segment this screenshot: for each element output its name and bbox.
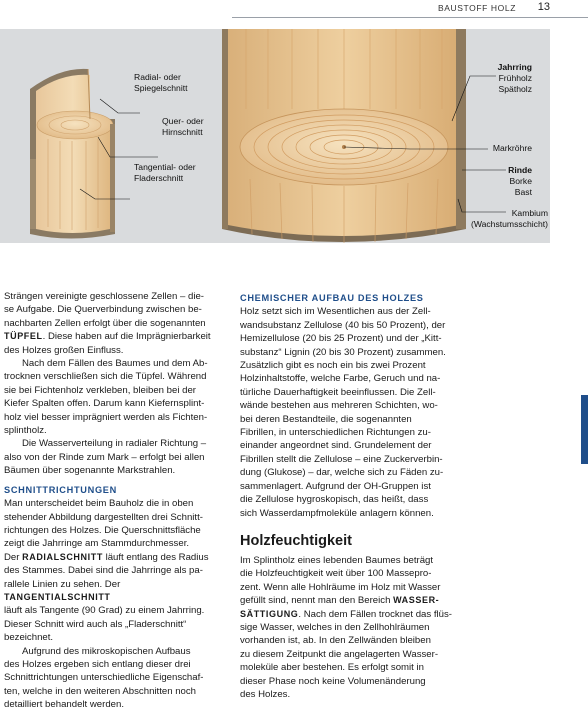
label-kambium-sub: (Wachstumsschicht) xyxy=(470,219,548,229)
text-fragment: . Nach dem Fällen trocknet das flüs- xyxy=(298,608,452,620)
text-line: Bäumen über sogenannte Markstrahlen. xyxy=(4,465,176,477)
text-line: Holz setzt sich im Wesentlichen aus der Zell- xyxy=(240,306,431,318)
text-line: Strängen vereinigte geschlossene Zellen – die- xyxy=(4,291,204,302)
text-line: dung (Glukose) – dar, welche sich zu Fäden zu- xyxy=(240,467,444,479)
label-cambium xyxy=(448,208,548,230)
text-line: Hemizellulose (20 bis 25 Prozent) und der „Kitt- xyxy=(240,333,442,345)
text-line: Fibrillen stellt die Zellulose – eine Zuckerverbin- xyxy=(240,453,443,465)
text-line: Kiefer Spalten offen. Darum kann Kiefernsplint- xyxy=(4,398,205,410)
label-radial-line1: Radial- oder xyxy=(134,72,181,82)
text-line: vorhanden ist, ab. In den Zellwänden bleiben xyxy=(240,635,431,647)
text-line: einander angeordnet sind. Grundelement der xyxy=(240,440,432,452)
text-line: des Stammes. Dabei sind die Jahrringe als pa- xyxy=(4,565,203,577)
text-line: sich Wasserdampfmoleküle anlagern können. xyxy=(240,507,434,519)
text-line: die Holzfeuchtigkeit weit über 100 Massepro- xyxy=(240,568,432,580)
text-line: Fibrillen, in unterschiedlichen Richtungen zu- xyxy=(240,427,431,439)
keyword-wassersaettigung-1: WASSER- xyxy=(393,595,440,606)
running-header-title: BAUSTOFF HOLZ xyxy=(437,3,516,13)
text-line: substanz“ Lignin (20 bis 30 Prozent) zusammen. xyxy=(240,346,446,358)
label-spaetholz: Spätholz xyxy=(498,84,532,94)
text-line xyxy=(4,578,226,605)
subheading-schnittrichtungen: SCHNITTRICHTUNGEN xyxy=(4,484,117,495)
text-line: zeigt die Jahrringe am Stammdurchmesser. xyxy=(4,538,190,550)
heading-holzfeuchtigkeit: Holzfeuchtigkeit xyxy=(240,532,352,549)
keyword-wassersaettigung-2: SÄTTIGUNG xyxy=(240,608,299,619)
text-line: stehender Abbildung dargestellten drei Schnitt- xyxy=(4,511,203,523)
text-line: sige Wasser, welches in den Zellhohlräumen xyxy=(240,621,430,633)
text-line: Aufgrund des mikroskopischen Aufbaus xyxy=(22,645,191,657)
text-fragment: . Diese haben auf die Imprägnierbarkeit xyxy=(42,331,211,343)
text-line: sie bei Fichtenholz verkleben, bleiben bei der xyxy=(4,384,196,396)
text-line: wände bestehen aus mehreren Schichten, wo- xyxy=(240,400,438,412)
text-line: bezeichnet. xyxy=(4,632,54,644)
keyword-radialschnitt: RADIALSCHNITT xyxy=(22,551,103,562)
text-line: Holzinhaltstoffe, welche Farbe, Geruch und na- xyxy=(240,373,441,385)
text-line: Nach dem Fällen des Baumes und dem Ab- xyxy=(22,358,208,370)
text-line xyxy=(4,551,226,564)
text-line: detailliert behandelt werden. xyxy=(4,699,125,711)
text-line: trocknen verschließen sich die Tüpfel. Während xyxy=(4,371,207,383)
text-line: Man unterscheidet beim Bauholz die in oben xyxy=(4,498,194,510)
label-bark xyxy=(452,165,532,198)
text-line: wandsubstanz Zellulose (40 bis 50 Prozent), der xyxy=(240,319,446,331)
text-line: des Holzes ergeben sich entlang dieser drei xyxy=(4,658,191,670)
label-cross-cut xyxy=(162,116,232,138)
text-line: dieser Phase noch keine Volumenänderung xyxy=(240,675,426,687)
text-line: sammenlagert. Aufgrund der OH-Gruppen ist xyxy=(240,480,431,492)
keyword-tangentialschnitt: TANGENTIALSCHNITT xyxy=(4,591,111,602)
text-line: richtungen des Holzes. Die Querschnittsfläche xyxy=(4,524,201,536)
label-radial-cut xyxy=(134,72,224,94)
text-line: türliche Dauerhaftigkeit beeinflussen. Die Zell- xyxy=(240,386,436,398)
wood-cross-section-figure xyxy=(0,29,550,243)
label-bast: Bast xyxy=(514,187,532,197)
text-line: zent. Wenn alle Hohlräume im Holz mit Wasser xyxy=(240,581,441,593)
label-annual-ring xyxy=(452,62,532,95)
page-number: 13 xyxy=(537,1,550,13)
text-line: des Holzes großen Einfluss. xyxy=(4,344,124,356)
text-line: Die Wasserverteilung in radialer Richtung – xyxy=(22,438,207,450)
text-line: holz viel besser imprägniert werden als Fichten- xyxy=(4,411,208,423)
text-line xyxy=(240,608,468,621)
label-borke: Borke xyxy=(509,176,532,186)
text-fragment: rallele Linien zu sehen. Der xyxy=(4,578,121,590)
text-column-left xyxy=(4,290,226,712)
text-line: Schnittrichtungen unterschiedliche Eigenschaf- xyxy=(4,672,204,684)
text-line: moleküle aber bestehen. Es erfolgt somit in xyxy=(240,662,424,674)
text-line: se Aufgabe. Die Querverbindung zwischen be- xyxy=(4,304,202,316)
small-log-sample xyxy=(30,69,115,239)
label-cross-line2: Hirnschnitt xyxy=(162,127,203,137)
text-line: Dieser Schnitt wird auch als „Fladerschnitt“ xyxy=(4,618,187,630)
text-line: ten, welche in den weiteren Abschnitten noch xyxy=(4,685,197,697)
text-fragment: läuft entlang des Radius xyxy=(102,551,209,563)
text-line: die Zellulose hygroskopisch, das heißt, dass xyxy=(240,494,429,506)
label-tangential-line2: Fladerschnitt xyxy=(134,173,184,183)
label-jahrring: Jahrring xyxy=(497,62,532,72)
label-cross-line1: Quer- oder xyxy=(162,116,204,126)
label-tangential-cut xyxy=(134,162,224,184)
text-fragment: Der xyxy=(4,551,23,563)
text-fragment: gefüllt sind, nennt man den Bereich xyxy=(240,595,394,607)
text-line: also von der Rinde zum Mark – erfolgt bei allen xyxy=(4,451,205,463)
text-column-right xyxy=(240,292,468,701)
label-pith xyxy=(452,143,532,154)
label-tangential-line1: Tangential- oder xyxy=(134,162,196,172)
text-line: zu diesem Zeitpunkt die angelagerten Wasser- xyxy=(240,648,439,660)
text-line xyxy=(240,594,468,607)
text-line: nachbarten Zellen erfolgt über die sogenannten xyxy=(4,317,206,329)
text-line: bei deren Bestandteile, die sogenannten xyxy=(240,413,412,425)
keyword-tuepfel: TÜPFEL xyxy=(4,331,43,342)
large-log-sample xyxy=(222,29,466,243)
text-line: Zusätzlich gibt es noch ein bis zwei Prozent xyxy=(240,360,426,372)
header-rule xyxy=(232,17,588,18)
label-radial-line2: Spiegelschnitt xyxy=(134,83,188,93)
text-line: Im Splintholz eines lebenden Baumes beträgt xyxy=(240,554,434,566)
text-line: splintholz. xyxy=(4,425,47,437)
text-line: läuft als Tangente (90 Grad) zu einem Jahrring. xyxy=(4,605,205,617)
text-line xyxy=(4,330,226,343)
label-kambium: Kambium xyxy=(511,208,548,218)
label-rinde: Rinde xyxy=(508,165,532,175)
text-line: des Holzes. xyxy=(240,688,291,700)
chapter-tab-marker xyxy=(581,395,588,464)
subheading-chemischer-aufbau: CHEMISCHER AUFBAU DES HOLZES xyxy=(240,293,424,303)
label-fruehholz: Frühholz xyxy=(498,73,532,83)
label-markroehre: Markröhre xyxy=(492,143,532,153)
